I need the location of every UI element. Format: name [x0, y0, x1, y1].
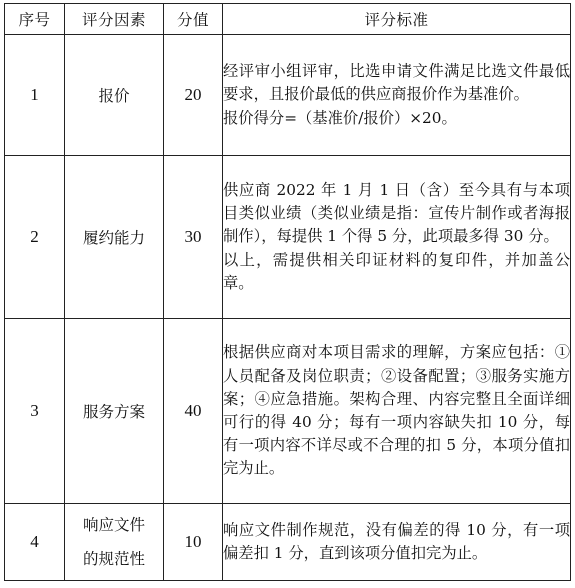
- row-factor-line: 响应文件: [82, 516, 145, 534]
- row-number: 2: [5, 156, 65, 319]
- row-factor: 履约能力: [65, 156, 164, 319]
- standard-paragraph: 经评审小组评审，比选申请文件满足比选文件最低要求，且报价最低的供应商报价作为基准价。: [223, 62, 570, 104]
- row-number: 3: [5, 319, 65, 504]
- row-number: 1: [5, 35, 65, 156]
- standard-paragraph: 以上，需提供相关印证材料的复印件，并加盖公章。: [223, 250, 570, 292]
- standard-paragraph: 供应商 2022 年 1 月 1 日（含）至今具有与本项目类似业绩（类似业绩是指：宣传片制作或者海报制作），每提供 1 个得 5 分，此项最多得 30 分。: [223, 180, 570, 246]
- header-score: 分值: [164, 4, 223, 35]
- header-factor: 评分因素: [65, 4, 164, 35]
- standard-paragraph: 报价得分=（基准价/报价）×20。: [223, 108, 457, 127]
- table-row: [5, 156, 571, 319]
- standard-paragraph: 响应文件制作规范，没有偏差的得 10 分，有一项偏差扣 1 分，直到该项分值扣完为止。: [223, 520, 570, 562]
- row-score: 30: [164, 156, 223, 319]
- row-standard: [223, 319, 571, 504]
- standard-paragraph: 根据供应商对本项目需求的理解，方案应包括：①人员配备及岗位职责；②设备配置；③服务实施方案；④应急措施。架构合理、内容完整且全面详细可行的得 40 分；每有一项内容缺失扣 10 分，每有一项内容不详尽或不合理的扣 5 分，本项分值扣完为止。: [223, 343, 570, 478]
- table-row: [5, 319, 571, 504]
- row-score: 10: [164, 504, 223, 581]
- table-header-row: [5, 4, 571, 35]
- row-factor-line: 的规范性: [82, 550, 145, 568]
- row-factor: [65, 504, 164, 581]
- row-standard: [223, 504, 571, 581]
- row-score: 40: [164, 319, 223, 504]
- row-number: 4: [5, 504, 65, 581]
- row-score: 20: [164, 35, 223, 156]
- header-standard: 评分标准: [223, 4, 571, 35]
- table-row: [5, 504, 571, 581]
- row-factor: 服务方案: [65, 319, 164, 504]
- header-no: 序号: [5, 4, 65, 35]
- row-standard: [223, 35, 571, 156]
- row-factor: 报价: [65, 35, 164, 156]
- table-row: [5, 35, 571, 156]
- row-standard: [223, 156, 571, 319]
- scoring-table: [4, 3, 571, 581]
